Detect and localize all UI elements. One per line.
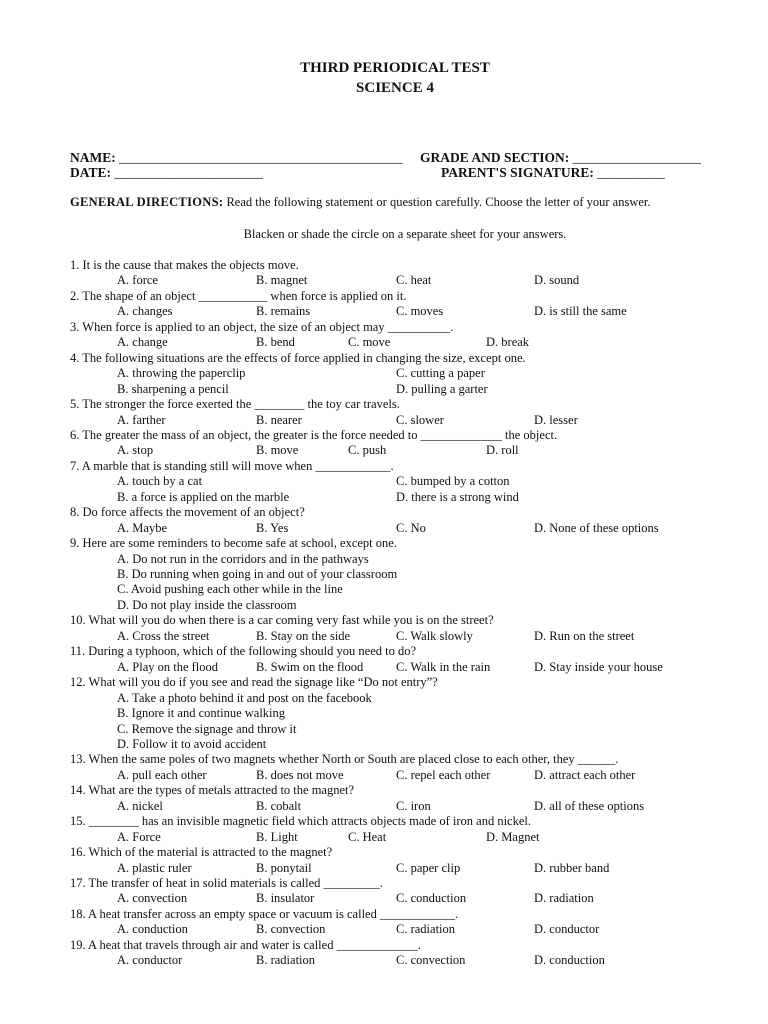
general-directions (70, 195, 722, 210)
answer-option: C. cutting a paper (396, 366, 485, 381)
answer-option: B. does not move (256, 767, 344, 782)
question-text: 6. The greater the mass of an object, the greater is the force needed to _____________ the object. (70, 427, 558, 442)
answer-option: D. None of these options (534, 520, 659, 535)
answer-option: C. Remove the signage and throw it (117, 721, 297, 736)
answer-option: D. Do not play inside the classroom (117, 597, 297, 612)
signature-line: __________ (597, 165, 665, 180)
question-text: 12. What will you do if you see and read the signage like “Do not entry”? (70, 675, 438, 690)
answer-option: C. Walk slowly (396, 628, 473, 643)
date-field (70, 165, 263, 181)
answer-option: A. force (117, 273, 158, 288)
answer-option: C. iron (396, 798, 431, 813)
question-text: 17. The transfer of heat in solid materials is called _________. (70, 876, 383, 890)
date-label: DATE: (70, 165, 112, 180)
answer-option: B. magnet (256, 273, 308, 288)
test-subject: SCIENCE 4 (356, 80, 434, 96)
answer-option: B. convection (256, 922, 326, 937)
answer-option: D. sound (534, 273, 580, 288)
answer-option: C. bumped by a cotton (396, 474, 510, 489)
answer-option: B. sharpening a pencil (117, 381, 229, 396)
answer-option: D. Follow it to avoid accident (117, 736, 267, 751)
answer-option: D. pulling a garter (396, 381, 488, 396)
answer-option: D. attract each other (534, 767, 636, 782)
directions-text: Read the following statement or question carefully. Choose the letter of your answer. (226, 195, 651, 209)
directions-label: GENERAL DIRECTIONS: (70, 195, 224, 209)
answer-option: B. Yes (256, 520, 289, 535)
answer-option: B. a force is applied on the marble (117, 489, 290, 504)
answer-option: C. push (348, 443, 387, 458)
answer-option: B. ponytail (256, 860, 312, 875)
answer-option: D. all of these options (534, 798, 645, 813)
answer-option: D. there is a strong wind (396, 489, 519, 504)
question-text: 3. When force is applied to an object, the size of an object may __________. (70, 319, 454, 334)
answer-option: C. paper clip (396, 860, 461, 875)
date-line: ______________________ (114, 165, 263, 180)
answer-option: A. touch by a cat (117, 474, 203, 489)
answer-option: D. is still the same (534, 304, 627, 319)
answer-option: D. Run on the street (534, 628, 635, 643)
answer-option: B. move (256, 443, 299, 458)
signature-field (441, 165, 665, 181)
name-line: __________________________________________ (119, 150, 403, 165)
question-text: 16. Which of the material is attracted to the magnet? (70, 845, 333, 860)
answer-option: C. slower (396, 412, 444, 427)
question-text: 8. Do force affects the movement of an object? (70, 505, 305, 520)
answer-option: B. Stay on the side (256, 628, 351, 643)
answer-option: A. Force (117, 829, 161, 844)
answer-option: B. Do running when going in and out of your classroom (117, 567, 398, 581)
directions-text-2: Blacken or shade the circle on a separate sheet for your answers. (243, 227, 567, 241)
answer-option: C. Heat (348, 829, 387, 844)
answer-option: B. bend (256, 335, 295, 350)
answer-option: D. conduction (534, 953, 605, 968)
question-text: 5. The stronger the force exerted the ________ the toy car travels. (70, 397, 400, 412)
answer-option: A. conduction (117, 922, 188, 937)
answer-option: A. Cross the street (117, 628, 210, 643)
question-text: 7. A marble that is standing still will move when ____________. (70, 458, 394, 473)
answer-option: C. moves (396, 304, 444, 319)
answer-option: A. Play on the flood (117, 659, 219, 674)
answer-option: D. break (486, 335, 530, 350)
question-text: 13. When the same poles of two magnets whether North or South are placed close to each other, they ______. (70, 752, 619, 767)
name-label: NAME: (70, 150, 116, 165)
question-text: 14. What are the types of metals attracted to the magnet? (70, 783, 355, 798)
grade-field (420, 150, 701, 166)
answer-option: B. Swim on the flood (256, 659, 364, 674)
answer-option: D. radiation (534, 891, 594, 906)
answer-option: A. nickel (117, 798, 163, 813)
answer-option: C. heat (396, 273, 432, 288)
answer-option: B. radiation (256, 953, 316, 968)
answer-option: A. change (117, 335, 168, 350)
answer-option: A. convection (117, 891, 188, 906)
answer-option: A. Take a photo behind it and post on the facebook (117, 690, 372, 705)
answer-option: D. lesser (534, 412, 578, 427)
answer-option: B. Ignore it and continue walking (117, 706, 286, 721)
answer-option: A. throwing the paperclip (117, 366, 246, 381)
grade-label: GRADE AND SECTION: (420, 150, 570, 165)
answer-option: A. Do not run in the corridors and in the pathways (117, 551, 369, 566)
answer-option: B. insulator (256, 891, 315, 906)
question-text: 2. The shape of an object ___________ when force is applied on it. (70, 288, 407, 303)
question-text: 9. Here are some reminders to become safe at school, except one. (70, 536, 397, 551)
test-title: THIRD PERIODICAL TEST (300, 60, 490, 76)
answer-option: D. Stay inside your house (534, 659, 663, 674)
answer-option: A. Maybe (117, 520, 167, 535)
question-text: 15. ________ has an invisible magnetic field which attracts objects made of iron and nickel. (70, 814, 531, 829)
answer-option: C. radiation (396, 922, 456, 937)
answer-option: C. No (396, 520, 426, 535)
answer-option: D. Magnet (486, 829, 540, 844)
question-text: 11. During a typhoon, which of the following should you need to do? (70, 644, 417, 659)
answer-option: A. plastic ruler (117, 860, 192, 875)
signature-label: PARENT'S SIGNATURE: (441, 165, 594, 180)
answer-option: D. conductor (534, 922, 600, 937)
question-text: 4. The following situations are the effects of force applied in changing the size, except one. (70, 350, 526, 365)
question-text: 1. It is the cause that makes the objects move. (70, 258, 299, 272)
answer-option: A. pull each other (117, 767, 207, 782)
answer-option: C. conduction (396, 891, 467, 906)
question-text: 10. What will you do when there is a car coming very fast while you is on the street? (70, 613, 494, 628)
question-text: 19. A heat that travels through air and water is called _____________. (70, 937, 421, 952)
answer-option: C. Walk in the rain (396, 659, 491, 674)
answer-option: C. repel each other (396, 767, 491, 782)
answer-option: A. stop (117, 443, 154, 458)
question-text: 18. A heat transfer across an empty space or vacuum is called ____________. (70, 906, 459, 921)
answer-option: A. conductor (117, 953, 183, 968)
name-field (70, 150, 403, 166)
answer-option: A. changes (117, 304, 173, 319)
answer-option: C. Avoid pushing each other while in the line (117, 582, 343, 597)
answer-option: D. rubber band (534, 860, 610, 875)
answer-option: C. convection (396, 953, 466, 968)
answer-option: D. roll (486, 443, 519, 458)
answer-option: C. move (348, 335, 391, 350)
answer-option: B. remains (256, 304, 311, 319)
answer-option: B. Light (256, 829, 298, 844)
answer-option: B. nearer (256, 412, 302, 427)
grade-line: ___________________ (572, 150, 701, 165)
answer-option: B. cobalt (256, 798, 302, 813)
answer-option: A. farther (117, 412, 166, 427)
